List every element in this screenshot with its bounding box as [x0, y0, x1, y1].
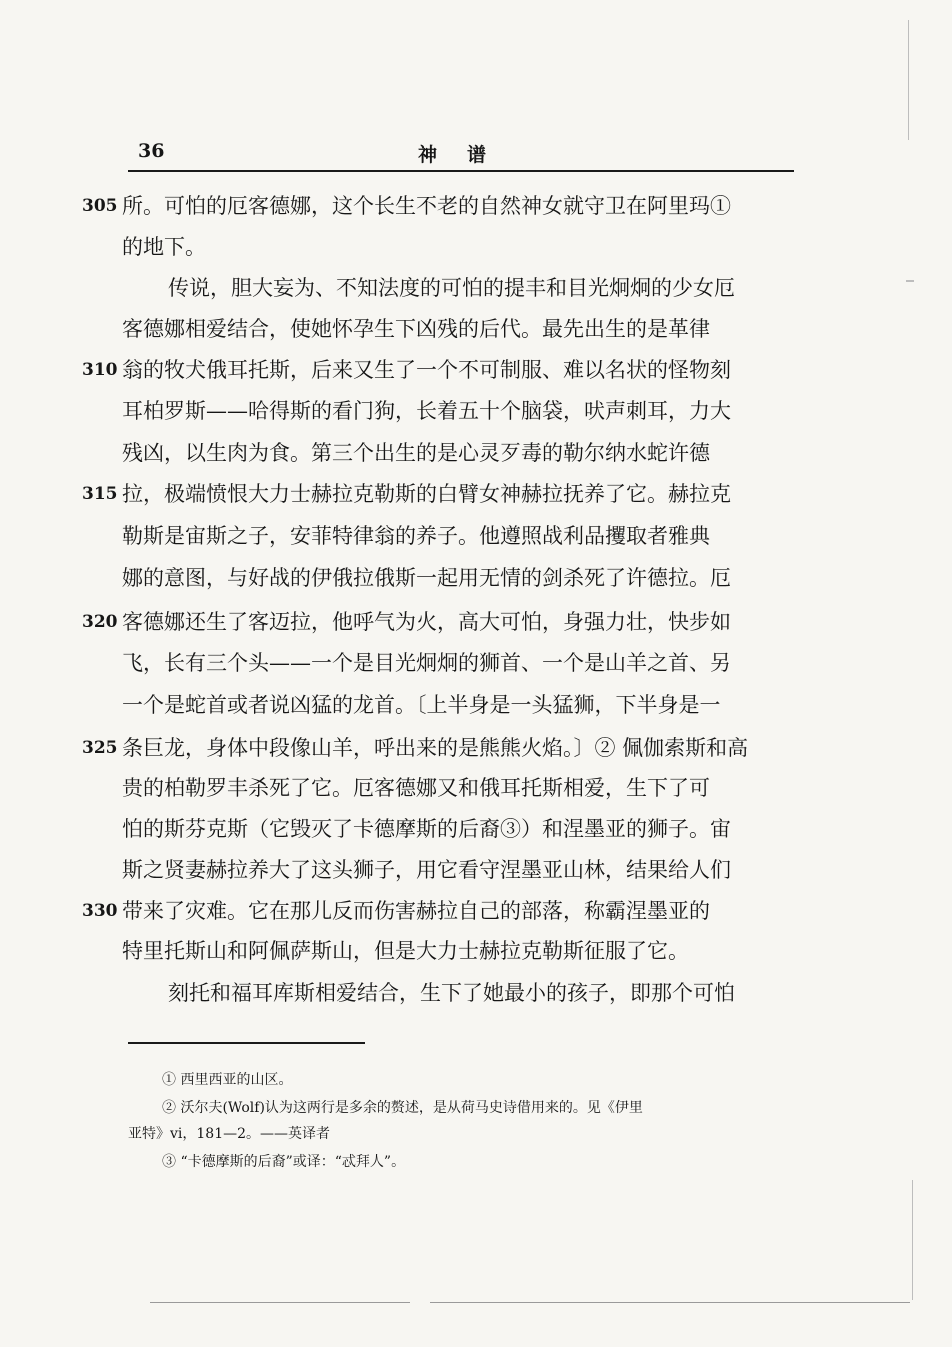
text-line: 拉，极端愤恨大力士赫拉克勒斯的白臂女神赫拉抚养了它。赫拉克 — [122, 482, 731, 506]
scan-edge-mark — [906, 280, 914, 282]
page-header — [128, 138, 794, 170]
running-title: 神谱 — [418, 144, 517, 166]
text-line: 耳柏罗斯——哈得斯的看门狗，长着五十个脑袋，吠声刺耳，力大 — [122, 399, 731, 423]
text-line: 斯之贤妻赫拉养大了这头狮子，用它看守涅墨亚山林，结果给人们 — [122, 858, 731, 882]
footnote: 亚特》vi，181—2。——英译者 — [128, 1126, 331, 1142]
text-line: 的地下。 — [122, 235, 206, 259]
header-rule — [128, 170, 794, 172]
line-number: 315 — [82, 484, 118, 504]
scan-bottom-line — [430, 1302, 910, 1303]
scan-edge-mark — [912, 1180, 913, 1300]
text-line: 传说，胆大妄为、不知法度的可怕的提丰和目光炯炯的少女厄 — [168, 276, 735, 300]
page-number: 36 — [138, 140, 165, 162]
scan-bottom-line — [150, 1302, 410, 1303]
footnote-rule — [128, 1042, 365, 1044]
text-line: 一个是蛇首或者说凶猛的龙首。〔上半身是一头猛狮，下半身是一 — [122, 693, 721, 717]
text-line: 所。可怕的厄客德娜，这个长生不老的自然神女就守卫在阿里玛① — [122, 194, 731, 218]
line-number: 325 — [82, 738, 118, 758]
text-line: 特里托斯山和阿佩萨斯山，但是大力士赫拉克勒斯征服了它。 — [122, 939, 689, 963]
footnote: ② 沃尔夫(Wolf)认为这两行是多余的赘述，是从荷马史诗借用来的。见《伊里 — [162, 1100, 643, 1116]
text-line: 客德娜相爱结合，使她怀孕生下凶残的后代。最先出生的是革律 — [122, 317, 710, 341]
footnote: ③ “卡德摩斯的后裔”或译：“忒拜人”。 — [162, 1154, 406, 1170]
text-line: 刻托和福耳库斯相爱结合，生下了她最小的孩子，即那个可怕 — [168, 981, 735, 1005]
text-line: 带来了灾难。它在那儿反而伤害赫拉自己的部落，称霸涅墨亚的 — [122, 899, 710, 923]
footnote: ① 西里西亚的山区。 — [162, 1072, 293, 1088]
text-line: 客德娜还生了客迈拉，他呼气为火，高大可怕，身强力壮，快步如 — [122, 610, 731, 634]
text-line: 娜的意图，与好战的伊俄拉俄斯一起用无情的剑杀死了许德拉。厄 — [122, 566, 731, 590]
line-number: 320 — [82, 612, 118, 632]
line-number: 330 — [82, 901, 118, 921]
line-number: 305 — [82, 196, 118, 216]
text-line: 条巨龙，身体中段像山羊，呼出来的是熊熊火焰。〕② 佩伽索斯和高 — [122, 736, 749, 760]
text-line: 贵的柏勒罗丰杀死了它。厄客德娜又和俄耳托斯相爱，生下了可 — [122, 776, 710, 800]
line-number: 310 — [82, 360, 118, 380]
text-line: 飞，长有三个头——一个是目光炯炯的狮首、一个是山羊之首、另 — [122, 651, 731, 675]
text-line: 残凶，以生肉为食。第三个出生的是心灵歹毒的勒尔纳水蛇许德 — [122, 441, 710, 465]
scan-edge-mark — [908, 20, 909, 140]
text-line: 勒斯是宙斯之子，安菲特律翁的养子。他遵照战利品攫取者雅典 — [122, 524, 710, 548]
text-line: 怕的斯芬克斯（它毁灭了卡德摩斯的后裔③）和涅墨亚的狮子。宙 — [122, 817, 731, 841]
text-line: 翁的牧犬俄耳托斯，后来又生了一个不可制服、难以名状的怪物刻 — [122, 358, 731, 382]
